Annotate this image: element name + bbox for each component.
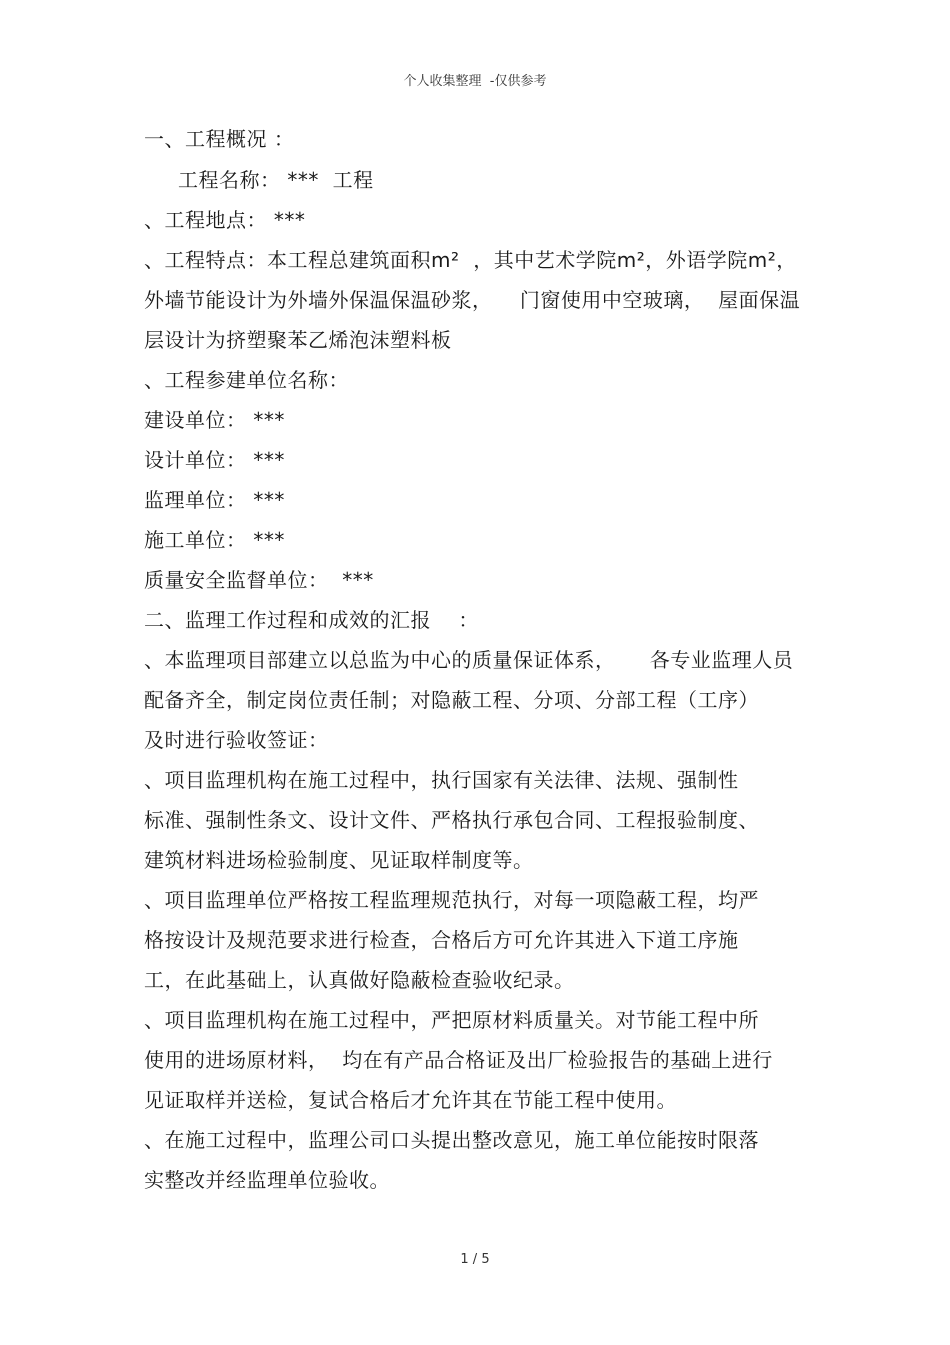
page-header: 个人收集整理 -仅供参考 xyxy=(403,74,547,89)
text-line: 监理单位： *** xyxy=(144,488,285,512)
text-line: 层设计为挤塑聚苯乙烯泡沫塑料板 xyxy=(144,328,452,352)
text-line: 使用的进场原材料， 均在有产品合格证及出厂检验报告的基础上进行 xyxy=(144,1048,773,1072)
text-line: 实整改并经监理单位验收。 xyxy=(144,1168,390,1192)
page-number: 1 / 5 xyxy=(460,1252,490,1267)
text-line: 及时进行验收签证： xyxy=(144,728,329,752)
text-line: 工，在此基础上，认真做好隐蔽检查验收纪录。 xyxy=(144,968,575,992)
text-line: 施工单位： *** xyxy=(144,528,285,552)
text-line: 质量安全监督单位： *** xyxy=(144,568,374,592)
text-line: 、工程参建单位名称： xyxy=(144,368,349,392)
text-line: 、项目监理机构在施工过程中，执行国家有关法律、法规、强制性 xyxy=(144,768,739,792)
text-line: 、工程特点：本工程总建筑面积m² ，其中艺术学院m²，外语学院m²， xyxy=(144,248,797,272)
text-line: 设计单位： *** xyxy=(144,448,285,472)
text-line: 标准、强制性条文、设计文件、严格执行承包合同、工程报验制度、 xyxy=(144,808,759,832)
text-line: 、工程地点： *** xyxy=(144,208,306,232)
text-line: 工程名称： *** 工程 xyxy=(178,168,374,192)
text-line: 格按设计及规范要求进行检查，合格后方可允许其进入下道工序施 xyxy=(144,928,739,952)
text-line: 配备齐全，制定岗位责任制；对隐蔽工程、分项、分部工程（工序） xyxy=(144,688,759,712)
section-heading-report: 二、监理工作过程和成效的汇报 ： xyxy=(144,608,479,632)
section-heading-overview: 一、工程概况 ： xyxy=(144,127,295,151)
text-line: 、项目监理机构在施工过程中，严把原材料质量关。对节能工程中所 xyxy=(144,1008,759,1032)
text-line: 、在施工过程中，监理公司口头提出整改意见，施工单位能按时限落 xyxy=(144,1128,759,1152)
text-line: 建设单位： *** xyxy=(144,408,285,432)
text-line: 见证取样并送检，复试合格后才允许其在节能工程中使用。 xyxy=(144,1088,677,1112)
text-line: 外墙节能设计为外墙外保温保温砂浆， 门窗使用中空玻璃， 屋面保温 xyxy=(144,288,801,312)
text-line: 、本监理项目部建立以总监为中心的质量保证体系， 各专业监理人员 xyxy=(144,648,794,672)
text-line: 建筑材料进场检验制度、见证取样制度等。 xyxy=(144,848,534,872)
text-line: 、项目监理单位严格按工程监理规范执行，对每一项隐蔽工程，均严 xyxy=(144,888,759,912)
